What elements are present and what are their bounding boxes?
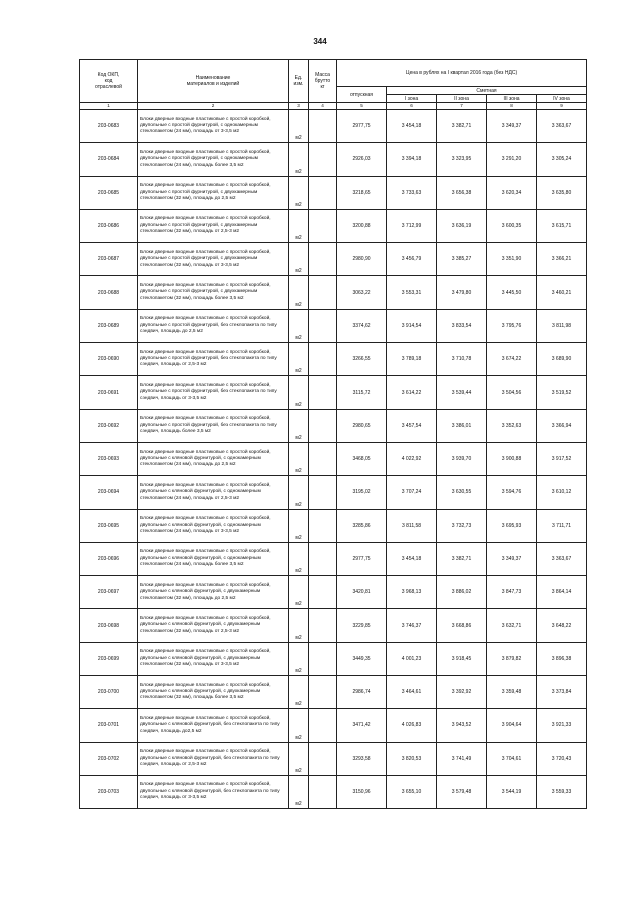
row-release-price: 3293,58 xyxy=(337,742,387,775)
row-zone-4-price: 3 811,98 xyxy=(537,309,587,342)
page-number: 344 xyxy=(313,37,327,46)
row-name: Блоки дверные входные пластиковые с простой коробкой, двупольные с простой фурнитурой, с однокамерным стеклопакетом (24 мм), площадь от 3-3,5 м2 xyxy=(138,110,289,143)
column-number: 1 xyxy=(80,103,138,110)
row-code: 203-0687 xyxy=(80,243,138,276)
row-name: Блоки дверные входные пластиковые с простой коробкой, двупольные с кляновой фурнитурой, с двухкамерным стеклопакетом (32 мм), площадь более 3,5 м2 xyxy=(138,676,289,709)
row-zone-2-price: 3 732,73 xyxy=(437,509,487,542)
row-code: 203-0696 xyxy=(80,542,138,575)
column-number: 3 xyxy=(289,103,309,110)
row-zone-2-price: 3 382,71 xyxy=(437,110,487,143)
header-code: Код ОКП, код отраслевой xyxy=(80,60,138,103)
row-code: 203-0694 xyxy=(80,476,138,509)
row-zone-1-price: 3 457,54 xyxy=(387,409,437,442)
row-zone-3-price: 3 594,76 xyxy=(487,476,537,509)
row-mass xyxy=(309,376,337,409)
row-mass xyxy=(309,409,337,442)
row-zone-4-price: 3 864,14 xyxy=(537,576,587,609)
table-body xyxy=(80,110,587,809)
table-row xyxy=(80,642,587,675)
column-number: 7 xyxy=(437,103,487,110)
row-zone-2-price: 3 323,95 xyxy=(437,143,487,176)
row-mass xyxy=(309,442,337,475)
row-zone-4-price: 3 635,80 xyxy=(537,176,587,209)
row-name: Блоки дверные входные пластиковые с простой коробкой, двупольные с простой фурнитурой, с двухкамерным стеклопакетом (32 мм), площадь от 3-3,5 м2 xyxy=(138,243,289,276)
row-release-price: 3200,88 xyxy=(337,209,387,242)
row-unit: м2 xyxy=(289,709,309,742)
row-zone-4-price: 3 711,71 xyxy=(537,509,587,542)
row-code: 203-0689 xyxy=(80,309,138,342)
row-name: Блоки дверные входные пластиковые с простой коробкой, двупольные с простой фурнитурой, с двухкамерным стеклопакетом (32 мм), площадь от 2,5-3 м2 xyxy=(138,209,289,242)
row-mass xyxy=(309,576,337,609)
row-name: Блоки дверные входные пластиковые с простой коробкой, двупольные с кляновой фурнитурой, с однокамерным стеклопакетом (24 мм), площадь до 2,5 м2 xyxy=(138,442,289,475)
row-mass xyxy=(309,309,337,342)
row-unit: м2 xyxy=(289,509,309,542)
header-mass: Масса брутто кг xyxy=(309,60,337,103)
row-release-price: 2980,65 xyxy=(337,409,387,442)
row-release-price: 2977,75 xyxy=(337,110,387,143)
table-row xyxy=(80,576,587,609)
row-release-price: 3229,85 xyxy=(337,609,387,642)
row-code: 203-0698 xyxy=(80,609,138,642)
row-zone-3-price: 3 695,93 xyxy=(487,509,537,542)
row-release-price: 3195,02 xyxy=(337,476,387,509)
table-row xyxy=(80,409,587,442)
row-unit: м2 xyxy=(289,609,309,642)
row-code: 203-0695 xyxy=(80,509,138,542)
row-mass xyxy=(309,243,337,276)
row-mass xyxy=(309,176,337,209)
row-mass xyxy=(309,509,337,542)
row-zone-1-price: 3 712,99 xyxy=(387,209,437,242)
row-zone-1-price: 3 614,22 xyxy=(387,376,437,409)
row-code: 203-0685 xyxy=(80,176,138,209)
row-unit: м2 xyxy=(289,442,309,475)
header-price-group: Цена в рублях на I квартал 2016 года (без НДС) xyxy=(337,60,587,87)
row-unit: м2 xyxy=(289,476,309,509)
row-unit: м2 xyxy=(289,409,309,442)
row-mass xyxy=(309,642,337,675)
row-mass xyxy=(309,143,337,176)
row-release-price: 3449,35 xyxy=(337,642,387,675)
row-zone-3-price: 3 600,35 xyxy=(487,209,537,242)
row-code: 203-0683 xyxy=(80,110,138,143)
row-zone-3-price: 3 349,37 xyxy=(487,110,537,143)
row-code: 203-0699 xyxy=(80,642,138,675)
row-code: 203-0684 xyxy=(80,143,138,176)
row-mass xyxy=(309,676,337,709)
row-zone-3-price: 3 544,19 xyxy=(487,775,537,808)
table-row xyxy=(80,376,587,409)
row-code: 203-0701 xyxy=(80,709,138,742)
row-mass xyxy=(309,476,337,509)
row-mass xyxy=(309,209,337,242)
header-release: отпускная xyxy=(337,87,387,103)
header-zone-4: IV зона xyxy=(537,95,587,103)
table-row xyxy=(80,775,587,808)
row-mass xyxy=(309,343,337,376)
row-zone-4-price: 3 921,33 xyxy=(537,709,587,742)
row-zone-2-price: 3 382,71 xyxy=(437,542,487,575)
row-code: 203-0690 xyxy=(80,343,138,376)
row-name: Блоки дверные входные пластиковые с простой коробкой, двупольные с кляновой фурнитурой, с однокамерным стеклопакетом (24 мм), площадь от 2,5-3 м2 xyxy=(138,476,289,509)
row-zone-3-price: 3 445,50 xyxy=(487,276,537,309)
row-code: 203-0691 xyxy=(80,376,138,409)
row-zone-2-price: 3 636,19 xyxy=(437,209,487,242)
row-unit: м2 xyxy=(289,276,309,309)
row-mass xyxy=(309,609,337,642)
row-zone-3-price: 3 900,88 xyxy=(487,442,537,475)
row-mass xyxy=(309,742,337,775)
row-zone-1-price: 4 026,83 xyxy=(387,709,437,742)
row-zone-2-price: 3 630,55 xyxy=(437,476,487,509)
row-release-price: 3266,55 xyxy=(337,343,387,376)
row-release-price: 3285,86 xyxy=(337,509,387,542)
header-estimate: Сметная xyxy=(387,87,587,95)
row-name: Блоки дверные входные пластиковые с простой коробкой, двупольные с кляновой фурнитурой, с двухкамерным стеклопакетом (32 мм), площадь от 3-3,5 м2 xyxy=(138,642,289,675)
row-name: Блоки дверные входные пластиковые с простой коробкой, двупольные с простой фурнитурой, без стеклопакета по типу сэндвич, площадь от 3-3,5 м2 xyxy=(138,376,289,409)
row-zone-2-price: 3 656,38 xyxy=(437,176,487,209)
header-zone-1: I зона xyxy=(387,95,437,103)
row-unit: м2 xyxy=(289,243,309,276)
row-name: Блоки дверные входные пластиковые с простой коробкой, двупольные с простой фурнитурой, без стеклопакета по типу сэндвич, площадь от 2,5-3 м2 xyxy=(138,343,289,376)
row-zone-1-price: 3 707,24 xyxy=(387,476,437,509)
row-zone-4-price: 3 519,52 xyxy=(537,376,587,409)
row-unit: м2 xyxy=(289,343,309,376)
row-zone-3-price: 3 904,64 xyxy=(487,709,537,742)
row-zone-1-price: 3 820,53 xyxy=(387,742,437,775)
row-zone-3-price: 3 674,22 xyxy=(487,343,537,376)
row-zone-3-price: 3 291,20 xyxy=(487,143,537,176)
row-zone-3-price: 3 879,82 xyxy=(487,642,537,675)
table-header xyxy=(80,60,587,110)
row-code: 203-0702 xyxy=(80,742,138,775)
header-name: Наименование материалов и изделий xyxy=(138,60,289,103)
row-zone-1-price: 3 733,63 xyxy=(387,176,437,209)
row-name: Блоки дверные входные пластиковые с простой коробкой, двупольные с простой фурнитурой, с однокамерным стеклопакетом (24 мм), площадь более 3,5 м2 xyxy=(138,143,289,176)
row-zone-4-price: 3 917,52 xyxy=(537,442,587,475)
table-row xyxy=(80,276,587,309)
row-release-price: 3063,22 xyxy=(337,276,387,309)
row-unit: м2 xyxy=(289,542,309,575)
row-mass xyxy=(309,709,337,742)
header-zone-2: II зона xyxy=(437,95,487,103)
row-unit: м2 xyxy=(289,742,309,775)
row-zone-2-price: 3 943,52 xyxy=(437,709,487,742)
table-row xyxy=(80,742,587,775)
row-code: 203-0686 xyxy=(80,209,138,242)
row-release-price: 2980,90 xyxy=(337,243,387,276)
column-number: 4 xyxy=(309,103,337,110)
row-unit: м2 xyxy=(289,775,309,808)
row-name: Блоки дверные входные пластиковые с простой коробкой, двупольные с простой фурнитурой, с двухкамерным стеклопакетом (32 мм), площадь до 2,5 м2 xyxy=(138,176,289,209)
row-zone-1-price: 3 746,37 xyxy=(387,609,437,642)
row-zone-4-price: 3 720,43 xyxy=(537,742,587,775)
row-zone-2-price: 3 668,86 xyxy=(437,609,487,642)
row-zone-1-price: 3 553,31 xyxy=(387,276,437,309)
row-code: 203-0700 xyxy=(80,676,138,709)
row-unit: м2 xyxy=(289,676,309,709)
row-release-price: 2977,75 xyxy=(337,542,387,575)
price-table xyxy=(79,59,587,809)
row-zone-3-price: 3 352,63 xyxy=(487,409,537,442)
row-name: Блоки дверные входные пластиковые с простой коробкой, двупольные с кляновой фурнитурой, без стеклопакета по типу сэндвич, площадь до2,5 м2 xyxy=(138,709,289,742)
row-zone-4-price: 3 366,21 xyxy=(537,243,587,276)
row-zone-1-price: 3 811,58 xyxy=(387,509,437,542)
row-zone-4-price: 3 559,33 xyxy=(537,775,587,808)
column-number: 2 xyxy=(138,103,289,110)
column-number: 8 xyxy=(487,103,537,110)
table-row xyxy=(80,243,587,276)
row-name: Блоки дверные входные пластиковые с простой коробкой, двупольные с простой фурнитурой, без стеклопакета по типу сэндвич, площадь более 3,5 м2 xyxy=(138,409,289,442)
row-release-price: 3115,72 xyxy=(337,376,387,409)
row-code: 203-0692 xyxy=(80,409,138,442)
row-zone-2-price: 3 741,49 xyxy=(437,742,487,775)
row-zone-2-price: 3 392,92 xyxy=(437,676,487,709)
row-zone-3-price: 3 795,76 xyxy=(487,309,537,342)
row-zone-4-price: 3 610,12 xyxy=(537,476,587,509)
column-number: 9 xyxy=(537,103,587,110)
row-release-price: 3218,65 xyxy=(337,176,387,209)
row-zone-2-price: 3 886,02 xyxy=(437,576,487,609)
table-row xyxy=(80,110,587,143)
row-name: Блоки дверные входные пластиковые с простой коробкой, двупольные с кляновой фурнитурой, с однокамерным стеклопакетом (24 мм), площадь от 3-3,5 м2 xyxy=(138,509,289,542)
table-row xyxy=(80,676,587,709)
header-zone-3: III зона xyxy=(487,95,537,103)
row-name: Блоки дверные входные пластиковые с простой коробкой, двупольные с кляновой фурнитурой, без стеклопакета по типу сэндвич, площадь от 3-3,5 м2 xyxy=(138,775,289,808)
row-unit: м2 xyxy=(289,209,309,242)
row-name: Блоки дверные входные пластиковые с простой коробкой, двупольные с кляновой фурнитурой, с двухкамерным стеклопакетом (32 мм), площадь от 2,5-3 м2 xyxy=(138,609,289,642)
row-zone-1-price: 3 789,18 xyxy=(387,343,437,376)
row-code: 203-0703 xyxy=(80,775,138,808)
row-unit: м2 xyxy=(289,143,309,176)
table-row xyxy=(80,209,587,242)
row-release-price: 3150,96 xyxy=(337,775,387,808)
row-zone-4-price: 3 373,84 xyxy=(537,676,587,709)
table-row xyxy=(80,343,587,376)
row-zone-1-price: 4 001,23 xyxy=(387,642,437,675)
row-unit: м2 xyxy=(289,309,309,342)
row-name: Блоки дверные входные пластиковые с простой коробкой, двупольные с кляновой фурнитурой, с двухкамерным стеклопакетом (32 мм), площадь до 2,5 м2 xyxy=(138,576,289,609)
row-zone-3-price: 3 632,71 xyxy=(487,609,537,642)
table-row xyxy=(80,476,587,509)
row-zone-2-price: 3 386,01 xyxy=(437,409,487,442)
row-zone-2-price: 3 479,80 xyxy=(437,276,487,309)
row-zone-4-price: 3 305,24 xyxy=(537,143,587,176)
row-zone-2-price: 3 385,27 xyxy=(437,243,487,276)
row-unit: м2 xyxy=(289,176,309,209)
row-zone-2-price: 3 710,78 xyxy=(437,343,487,376)
row-mass xyxy=(309,775,337,808)
row-name: Блоки дверные входные пластиковые с простой коробкой, двупольные с простой фурнитурой, без стеклопакета по типу сэндвич, площадь до 2,5 м2 xyxy=(138,309,289,342)
row-zone-1-price: 3 655,10 xyxy=(387,775,437,808)
row-name: Блоки дверные входные пластиковые с простой коробкой, двупольные с кляновой фурнитурой, без стеклопакета по типу сэндвич, площадь от 2,5-3 м2 xyxy=(138,742,289,775)
row-zone-1-price: 3 454,18 xyxy=(387,542,437,575)
row-zone-1-price: 3 456,79 xyxy=(387,243,437,276)
row-zone-4-price: 3 363,67 xyxy=(537,110,587,143)
row-zone-1-price: 3 394,18 xyxy=(387,143,437,176)
row-zone-1-price: 3 914,54 xyxy=(387,309,437,342)
row-zone-3-price: 3 704,61 xyxy=(487,742,537,775)
row-unit: м2 xyxy=(289,376,309,409)
row-code: 203-0688 xyxy=(80,276,138,309)
row-zone-1-price: 4 022,92 xyxy=(387,442,437,475)
row-zone-3-price: 3 349,37 xyxy=(487,542,537,575)
row-zone-4-price: 3 896,38 xyxy=(537,642,587,675)
row-zone-1-price: 3 464,61 xyxy=(387,676,437,709)
row-zone-4-price: 3 648,22 xyxy=(537,609,587,642)
header-unit: Ед. изм. xyxy=(289,60,309,103)
row-zone-2-price: 3 939,70 xyxy=(437,442,487,475)
table-row xyxy=(80,609,587,642)
row-zone-4-price: 3 615,71 xyxy=(537,209,587,242)
row-name: Блоки дверные входные пластиковые с простой коробкой, двупольные с простой фурнитурой, с двухкамерным стеклопакетом (32 мм), площадь более 3,5 м2 xyxy=(138,276,289,309)
table-row xyxy=(80,542,587,575)
row-release-price: 3471,42 xyxy=(337,709,387,742)
table-row xyxy=(80,176,587,209)
row-zone-2-price: 3 833,54 xyxy=(437,309,487,342)
column-number: 6 xyxy=(387,103,437,110)
row-zone-1-price: 3 454,18 xyxy=(387,110,437,143)
row-zone-4-price: 3 689,90 xyxy=(537,343,587,376)
table-row xyxy=(80,509,587,542)
table-row xyxy=(80,309,587,342)
row-zone-3-price: 3 847,73 xyxy=(487,576,537,609)
row-zone-4-price: 3 366,94 xyxy=(537,409,587,442)
table-row xyxy=(80,143,587,176)
row-zone-3-price: 3 620,34 xyxy=(487,176,537,209)
row-zone-4-price: 3 363,67 xyxy=(537,542,587,575)
row-release-price: 2926,03 xyxy=(337,143,387,176)
row-unit: м2 xyxy=(289,642,309,675)
row-zone-2-price: 3 579,48 xyxy=(437,775,487,808)
row-release-price: 3374,62 xyxy=(337,309,387,342)
row-unit: м2 xyxy=(289,110,309,143)
row-release-price: 2986,74 xyxy=(337,676,387,709)
row-release-price: 3420,81 xyxy=(337,576,387,609)
column-numbers-row xyxy=(80,103,587,110)
row-zone-3-price: 3 359,48 xyxy=(487,676,537,709)
row-mass xyxy=(309,542,337,575)
column-number: 5 xyxy=(337,103,387,110)
row-zone-2-price: 3 918,45 xyxy=(437,642,487,675)
row-name: Блоки дверные входные пластиковые с простой коробкой, двупольные с кляновой фурнитурой, с однокамерным стеклопакетом (24 мм), площадь более 3,5 м2 xyxy=(138,542,289,575)
row-zone-1-price: 3 968,13 xyxy=(387,576,437,609)
table-row xyxy=(80,709,587,742)
row-mass xyxy=(309,276,337,309)
row-zone-3-price: 3 351,90 xyxy=(487,243,537,276)
row-zone-2-price: 3 539,44 xyxy=(437,376,487,409)
row-zone-3-price: 3 504,56 xyxy=(487,376,537,409)
row-code: 203-0697 xyxy=(80,576,138,609)
row-zone-4-price: 3 460,21 xyxy=(537,276,587,309)
table-row xyxy=(80,442,587,475)
row-mass xyxy=(309,110,337,143)
row-unit: м2 xyxy=(289,576,309,609)
row-release-price: 3468,05 xyxy=(337,442,387,475)
row-code: 203-0693 xyxy=(80,442,138,475)
